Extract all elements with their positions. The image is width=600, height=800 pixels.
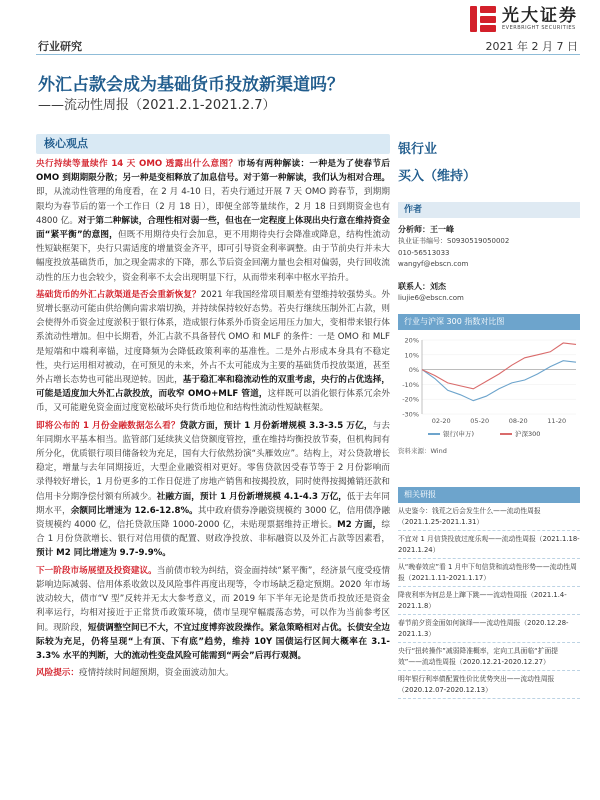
chart-title: 行业与沪深 300 指数对比图	[398, 314, 580, 330]
paragraph-bold: 社融方面，预计 1 月份新增规模 4.1-4.3 万亿，	[156, 491, 347, 502]
paragraph-bold: 对于第二种解读，合理性相对弱一些，但也在一定程度上体现出央行意在维持资金面“紧平衡”的意图，	[36, 215, 390, 241]
related-research-header: 相关研报	[398, 487, 580, 503]
header-bar	[0, 0, 600, 40]
contact-email[interactable]: liujie6@ebscn.com	[398, 293, 464, 302]
chart-y-tick-label: 0%	[408, 366, 419, 375]
core-body	[36, 157, 390, 680]
paragraph-bold: 预计 M2 同比增速为 9.7-9.9%。	[36, 548, 171, 559]
chart-y-tick-label: -30%	[402, 410, 419, 419]
paragraph-lead: 央行持续等量续作 14 天 OMO 透露出什么意图？	[36, 159, 238, 169]
chart-series-line	[422, 361, 576, 401]
paragraph-4	[36, 564, 390, 663]
page-title: 外汇占款会成为基础货币投放新渠道吗？	[38, 75, 344, 95]
analyst-email[interactable]: wangyf@ebscn.com	[398, 260, 469, 268]
related-research-item[interactable]: 明年银行利率债配置性价比优势突出——流动性周报（2020.12.07-2020.12.13）	[398, 671, 580, 699]
related-research-item[interactable]: 春节前夕资金面如何演绎——流动性周报（2020.12.28-2021.1.3）	[398, 615, 580, 643]
analyst-phone: 010-56513033	[398, 248, 450, 257]
risk-label: 风险提示：	[36, 668, 79, 679]
index-comparison-chart	[398, 334, 580, 444]
brand-logo-icon	[470, 6, 496, 32]
analyst-cert: 执业证书编号：S0930519050002	[398, 237, 510, 245]
paragraph-text: 2021 年我国经常项目顺差有望维持较强势头。外贸增长驱动可能由供给侧向需求端切换，并持续保持较好态势。若央行继续压制外汇占款，则会使得外币资金过度淤积于银行体系，造成银行体系外币资金运用压力加大，变相带来银行体系流动性增加。但中长期看，外汇占款不具备替代 OMO 和 MLF 的条件：一是 OMO 和 MLF 是短端和中端利率锚，过度降频为会降低政策利率的基准性。二是外占形成本身具有不稳定性，央行运用相对被动，在可预见的未来，外占不太可能成为主要的基础货币投放渠道，甚至外占增长态势也可能出现逆转。因此，	[36, 289, 390, 386]
paragraph-1	[36, 157, 390, 285]
chart-y-tick-label: 10%	[404, 351, 419, 360]
rating-industry: 银行业	[398, 142, 438, 157]
paragraph-3	[36, 419, 390, 561]
paragraph-bold: 贷款方面，预计 1 月份新增规模 3.3-3.5 万亿，	[179, 420, 373, 431]
chart-y-tick-label: 20%	[404, 336, 419, 345]
paragraph-lead: 即将公布的 1 月份金融数据怎么看？	[36, 420, 180, 431]
chart-x-tick-label: 02-20	[431, 417, 451, 425]
paragraph-text: 这样既可以消化银行体系冗余外币，又可能避免资金面过度宽松破坏央行货币地位和结构性流动性短缺框架。	[36, 389, 390, 414]
document-date: 2021 年 2 月 7 日	[485, 40, 578, 53]
related-research-item[interactable]: 不宜对 1 月信贷投放过度乐观——流动性周报（2021.1.18-2021.1.24）	[398, 531, 580, 559]
chart-y-tick-label: -10%	[402, 380, 419, 389]
chart-svg	[398, 334, 580, 444]
chart-x-tick-label: 11-20	[547, 417, 567, 425]
paragraph-text: 即，从流动性管理的角度看，在 2 月 4-10 日，若央行通过开展 7 天 OMO 跨春节，到期期限均为春节后的第一个工作日（2 月 18 日），即便全部等量续作，2 月 18 日到期资金也有 4800 亿。	[36, 187, 390, 226]
paragraph-bold: M2 方面，	[337, 520, 382, 531]
core-section-header: 核心观点	[36, 134, 390, 154]
paragraph-text: 低于去年同期水平，	[36, 491, 390, 516]
chart-source: 资料来源：Wind	[398, 447, 447, 455]
related-research-item[interactable]: 从史鉴今：钱荒之后会发生什么——流动性周报（2021.1.25-2021.1.31）	[398, 503, 580, 531]
chart-y-tick-label: -20%	[402, 395, 419, 404]
chart-legend-label: 沪深300	[515, 430, 541, 438]
chart-x-tick-label: 05-20	[470, 417, 490, 425]
paragraph-bold: 短债调整空间已不大，不宜过度博弈波段操作。紧急策略相对占优。长债安全边际较为充足，仍将呈现“上有顶、下有底”趋势，维持 10Y 国债运行区间大概率在 3.1-3.3% 水平的判断，大的流动性变盘风险可能需到“两会”后再行观测。	[36, 622, 390, 661]
paragraph-lead: 下一阶段市场展望及投资建议。	[36, 565, 157, 576]
paragraph-text: 与去年同期水平基本相当。监管部门延续狭义信贷额度管控，重在维持均衡投放节奏，但机构间有所分化，优质银行项目储备较为充足，国有大行依然扮演“头雁效应”。结构上，对公贷款增长稳定，增量与去年同期接近，大型企业融资相对更好。零售贷款因受春节等于 2 月份影响而录得较好增长，1 月份更多的工作日促进了房地产销售和按揭投放，同时使得按揭摊销还款和信用卡分期净偿付额有所减少。	[36, 420, 390, 502]
main-content	[36, 134, 390, 680]
related-research-item[interactable]: 降夜利率为何总是上蹿下跳——流动性周报（2021.1.4-2021.1.8）	[398, 587, 580, 615]
header-divider	[36, 54, 580, 55]
paragraph-bold: 余额同比增速为 12.6-12.8%。	[70, 505, 198, 516]
risk-note	[36, 666, 390, 680]
sidebar	[398, 138, 580, 699]
paragraph-text: 其中政府债券净融资规模约 3000 亿，信用债净融资规模约 4000 亿，信托贷款压降 1000-2000 亿，未贴现票据维持正增长。	[36, 505, 390, 531]
risk-text: 疫情持续时间超预期，资金面波动加大。	[78, 668, 234, 679]
authors-header: 作者	[398, 202, 580, 218]
chart-legend-label: 银行(申万)	[443, 430, 475, 438]
paragraph-text: 综合 1 月份贷款增长、银行对信用债的配置、财政净投放、非标融资以及外汇占款等因素看，	[36, 520, 391, 545]
chart-x-tick-label: 08-20	[508, 417, 528, 425]
related-research-item[interactable]: 从“晚春效应”看 1 月中下旬信贷和流动性形势——流动性周报（2021.1.11-2021.1.17）	[398, 559, 580, 587]
brand-name: 光大证券	[502, 6, 578, 26]
paragraph-bold: 市场有两种解读：一种是为了使春节后 OMO 到期期限分散；另一种是变相释放了加息信号。对于第一种解读，我们认为相对合理。	[36, 159, 390, 184]
related-research-item[interactable]: 央行“扭转操作”减弱降准概率，定向工具面临“扩面提效”——流动性周报（2020.12.21-2020.12.27）	[398, 643, 580, 671]
related-research-list	[398, 503, 580, 699]
document-type: 行业研究	[38, 40, 82, 53]
paragraph-text: 当前债市较为纠结，资金面持续“紧平衡”，经济景气度受疫情影响边际减弱、信用体系收敛以及风险事件再度出现等，令市场缺乏稳定预期。2020 年市场波动较大，债市“V 型”反转并无太大参考意义，而 2019 年下半年无论是货币投放还是资金利率运行，均相对接近于正常货币政策环境，债市呈现窄幅震荡态势，可以作为当前参考区间。现阶段，	[36, 565, 390, 633]
paragraph-lead: 基础货币的外汇占款渠道是否会重新恢复？	[36, 289, 201, 300]
rating-value: 买入（维持）	[398, 169, 477, 184]
paragraph-2	[36, 288, 390, 416]
brand-logo	[470, 6, 578, 32]
brand-name-en: EVERBRIGHT SECURITIES	[502, 25, 576, 31]
contact-name: 联系人：刘杰	[398, 281, 446, 291]
paragraph-text: 但既不用期待央行会加息，更不用期待央行会降准或降息，结构性流动性短缺框架下，央行只需适度的增量资金齐平，即可引导资金利率调整。由于节前央行并未大幅度投放基础货币，加之现金需求的下降，那么节后资金回潮力量也会相对偏弱，央行回收流动性的压力也会较少，资金利率不太会出现明显下行，从而带来利率中枢水平抬升。	[36, 230, 390, 283]
analyst-name: 分析师：王一峰	[398, 225, 454, 234]
page-subtitle: ——流动性周报（2021.2.1-2021.2.7）	[38, 98, 276, 113]
paragraph-bold: 基于稳汇率和稳流动性的双重考虑，央行的占优选择，可能是适度加大外汇占款投放，而收窄 OMO+MLF 管道，	[36, 375, 390, 400]
